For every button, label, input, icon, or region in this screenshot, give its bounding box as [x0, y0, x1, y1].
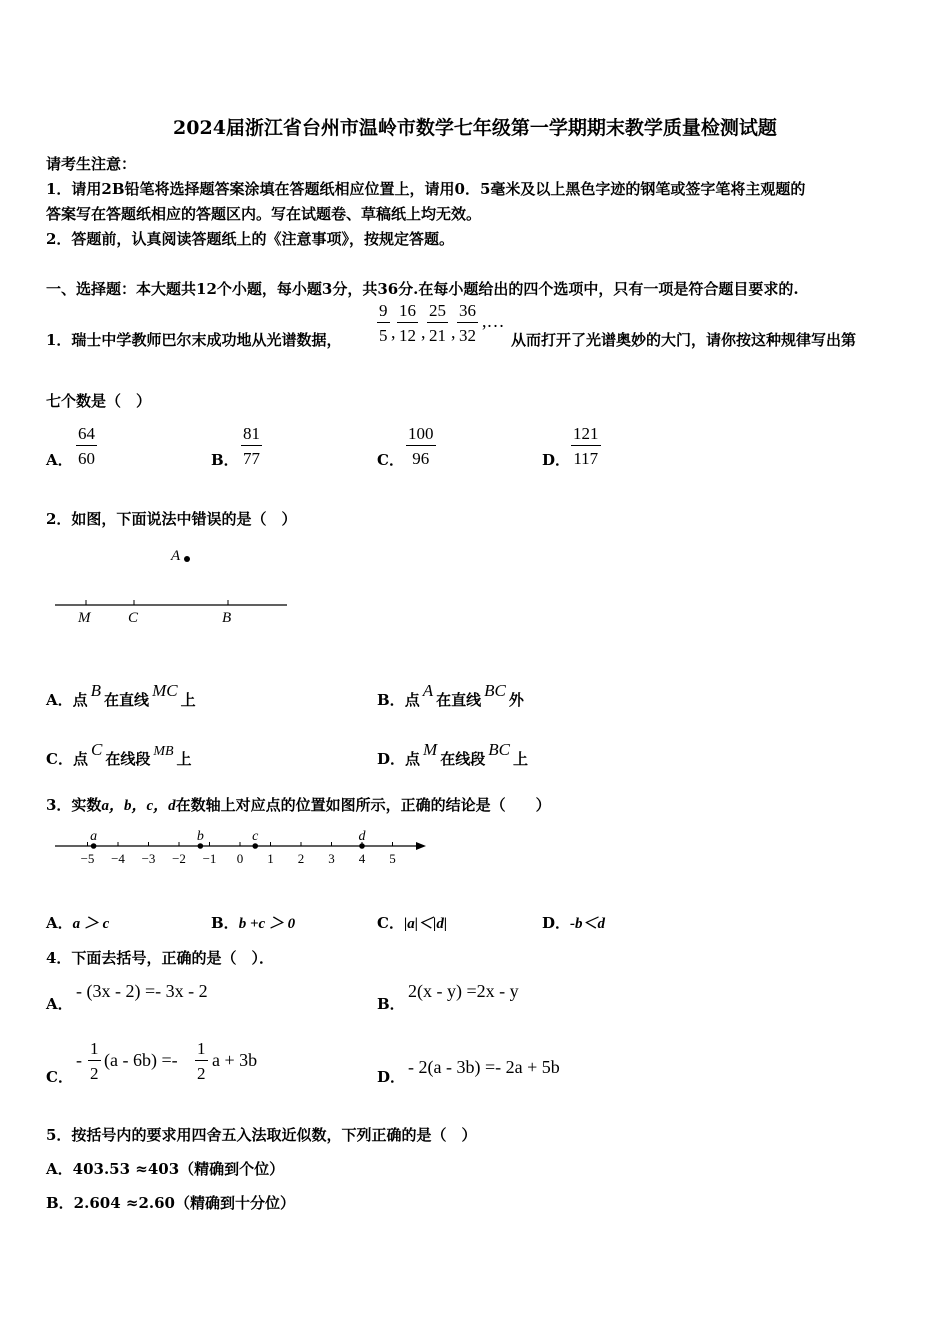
q2-option-d[interactable]: [377, 740, 528, 769]
q1-option-b-label[interactable]: B．: [211, 451, 239, 469]
q3-tick-label: 1: [267, 851, 274, 866]
q3-tick-label: 5: [389, 851, 396, 866]
notice-heading: 请考生注意：: [46, 155, 137, 173]
q3-tick-label: −1: [202, 851, 217, 866]
q1-comma: ,: [391, 322, 396, 342]
q3-point-label-a: a: [90, 829, 98, 844]
q2-option-b-var: A: [422, 681, 434, 700]
q1-fraction-3: $\frac{25}{21}$: [429, 301, 446, 345]
q2-option-b-text: 点: [404, 691, 420, 709]
q5-stem: 5．按括号内的要求用四舍五入法取近似数，下列正确的是（ ）: [46, 1126, 477, 1144]
q4-option-b-label[interactable]: B．: [377, 995, 405, 1013]
q3-tick-label: 2: [297, 851, 305, 866]
section-heading: 一、选择题：本大题共12个小题，每小题3分，共36分.在每小题给出的四个选项中，只有一项是符合题目要求的.: [46, 280, 799, 298]
q1-stem-end: 从而打开了光谱奥妙的大门，请你按这种规律写出第: [511, 331, 857, 349]
q1-option-a-fraction[interactable]: $\frac{64}{60}$: [78, 424, 95, 468]
q3-option-b-expr: b +c ＞ 0: [238, 916, 296, 932]
q1-stem-line-2: 七个数是（ ）: [46, 392, 152, 410]
q4-stem: 4．下面去括号，正确的是（ ）．: [46, 949, 274, 967]
q3-option-d-expr: -b＜d: [570, 916, 606, 932]
q3-tick-label: 3: [328, 851, 335, 866]
q2-option-c-text: 上: [176, 750, 192, 768]
q3-option-c-expr: |a|＜|d|: [403, 916, 448, 932]
q1-comma: ,: [451, 322, 456, 342]
notice-line-2: 答案写在答题纸相应的答题区内。写在试题卷、草稿纸上均无效。: [46, 205, 482, 223]
q1-option-c-label[interactable]: C．: [377, 451, 404, 469]
q4-option-c-fraction-1[interactable]: $\frac{1}{2}$: [90, 1039, 99, 1083]
q3-tick-label: 4: [358, 851, 366, 866]
q2-option-b[interactable]: [377, 681, 524, 710]
q3-stem: [46, 794, 551, 815]
q3-option-a[interactable]: [46, 912, 109, 933]
q4-option-a-label[interactable]: A．: [46, 995, 73, 1013]
q3-option-b-label: B．: [211, 914, 239, 932]
q3-option-b[interactable]: [211, 912, 295, 933]
q2-option-a-text: 上: [180, 691, 196, 709]
q3-number-line: [50, 822, 435, 874]
q4-option-d-label[interactable]: D．: [377, 1068, 406, 1086]
q1-option-c-fraction[interactable]: $\frac{100}{96}$: [408, 424, 434, 468]
q3-axis-arrow: [416, 842, 426, 850]
q4-option-c-pre[interactable]: -: [76, 1050, 82, 1070]
q2-option-b-text: 外: [508, 691, 524, 709]
q1-option-a-label[interactable]: A．: [46, 451, 73, 469]
notice-line-3: 2．答题前，认真阅读答题纸上的《注意事项》，按规定答题。: [46, 230, 454, 248]
q2-option-a[interactable]: [46, 681, 196, 710]
q2-option-a-label: A．: [46, 691, 73, 709]
q2-option-d-text: 点: [405, 750, 421, 768]
q4-option-c-fraction-2[interactable]: $\frac{1}{2}$: [197, 1039, 206, 1083]
q4-option-d-expr[interactable]: - 2(a - 3b) =- 2a + 5b: [408, 1057, 560, 1077]
q3-tick-label: −2: [172, 851, 186, 866]
q2-option-a-text: 点: [72, 691, 88, 709]
q2-option-c-label: C．: [46, 750, 73, 768]
q2-option-d-label: D．: [377, 750, 406, 768]
q3-stem-post: 在数轴上对应点的位置如图所示，正确的结论是（ ）: [175, 796, 551, 814]
q1-comma: ,: [421, 322, 426, 342]
q2-option-d-text: 在线段: [440, 750, 486, 768]
q3-stem-vars: a，b，c，d: [101, 798, 176, 814]
q3-option-c[interactable]: [377, 912, 447, 933]
q2-figure: [50, 540, 295, 630]
q2-label-b: B: [222, 610, 232, 626]
q1-fraction-4: $\frac{36}{32}$: [459, 301, 476, 345]
q2-point-a: [184, 556, 190, 562]
q2-option-b-label: B．: [377, 691, 405, 709]
q3-tick-label: −5: [80, 851, 95, 866]
q5-option-a[interactable]: A．403.53 ≈403（精确到个位）: [46, 1160, 285, 1178]
q1-stem-start: 1．瑞士中学教师巴尔末成功地从光谱数据，: [46, 331, 342, 349]
q3-point-label-b: b: [196, 829, 204, 844]
q3-option-a-label: A．: [46, 914, 73, 932]
q2-option-c-var: C: [90, 740, 103, 759]
q2-stem: 2．如图，下面说法中错误的是（ ）: [46, 510, 297, 528]
q2-option-a-var: MC: [152, 681, 178, 700]
q1-option-b-fraction[interactable]: $\frac{81}{77}$: [243, 424, 260, 468]
q3-tick-label: −3: [141, 851, 156, 866]
q2-option-c[interactable]: [46, 740, 192, 769]
q1-ellipsis: ,…: [482, 311, 505, 331]
q3-point-a: [91, 843, 97, 849]
q3-option-c-label: C．: [377, 914, 404, 932]
q3-point-c: [252, 843, 258, 849]
page-title: 2024届浙江省台州市温岭市数学七年级第一学期期末教学质量检测试题: [173, 117, 777, 139]
q2-option-b-var: BC: [484, 681, 506, 700]
q2-option-d-var: BC: [488, 740, 510, 759]
q4-option-c-post[interactable]: a + 3b: [212, 1050, 258, 1070]
q3-point-d: [359, 843, 365, 849]
q3-point-label-c: c: [252, 829, 259, 844]
q3-tick-label: −4: [111, 851, 125, 866]
q2-option-c-text: 在线段: [105, 750, 151, 768]
q2-option-a-var: B: [90, 681, 102, 700]
q2-option-c-text: 点: [72, 750, 88, 768]
q1-fraction-2: $\frac{16}{12}$: [399, 301, 416, 345]
q2-label-c: C: [128, 610, 139, 626]
q1-fraction-1: $\frac{9}{5}$: [379, 301, 388, 345]
q4-option-c-label[interactable]: C．: [46, 1068, 73, 1086]
q3-option-a-expr: a ＞ c: [72, 916, 110, 932]
q2-option-c-var: MB: [153, 744, 174, 759]
q3-point-label-d: d: [358, 829, 366, 844]
q3-option-d-label: D．: [542, 914, 571, 932]
q2-label-m: M: [78, 610, 91, 626]
q3-tick-label: 0: [236, 851, 244, 866]
q2-option-a-text: 在直线: [104, 691, 150, 709]
q3-stem-pre: 3．实数: [46, 796, 102, 814]
q2-option-d-text: 上: [512, 750, 528, 768]
q3-point-b: [198, 843, 204, 849]
q4-option-a-expr[interactable]: - (3x - 2) =- 3x - 2: [76, 981, 208, 1001]
notice-line-1: 1．请用2B铅笔将选择题答案涂填在答题纸相应位置上，请用0．5毫米及以上黑色字迹的钢笔或签字笔将主观题的: [46, 180, 806, 198]
q2-option-b-text: 在直线: [436, 691, 482, 709]
q4-option-c-mid[interactable]: (a - 6b) =-: [104, 1050, 178, 1070]
q4-option-b-expr[interactable]: 2(x - y) =2x - y: [408, 981, 519, 1001]
q1-option-d-fraction[interactable]: $\frac{121}{117}$: [573, 424, 599, 468]
q1-option-d-label[interactable]: D．: [542, 451, 571, 469]
q5-option-b[interactable]: B．2.604 ≈2.60（精确到十分位）: [46, 1194, 295, 1212]
q3-option-d[interactable]: [542, 912, 605, 933]
q2-point-a-label: A: [171, 548, 181, 564]
q2-option-d-var: M: [423, 740, 438, 759]
